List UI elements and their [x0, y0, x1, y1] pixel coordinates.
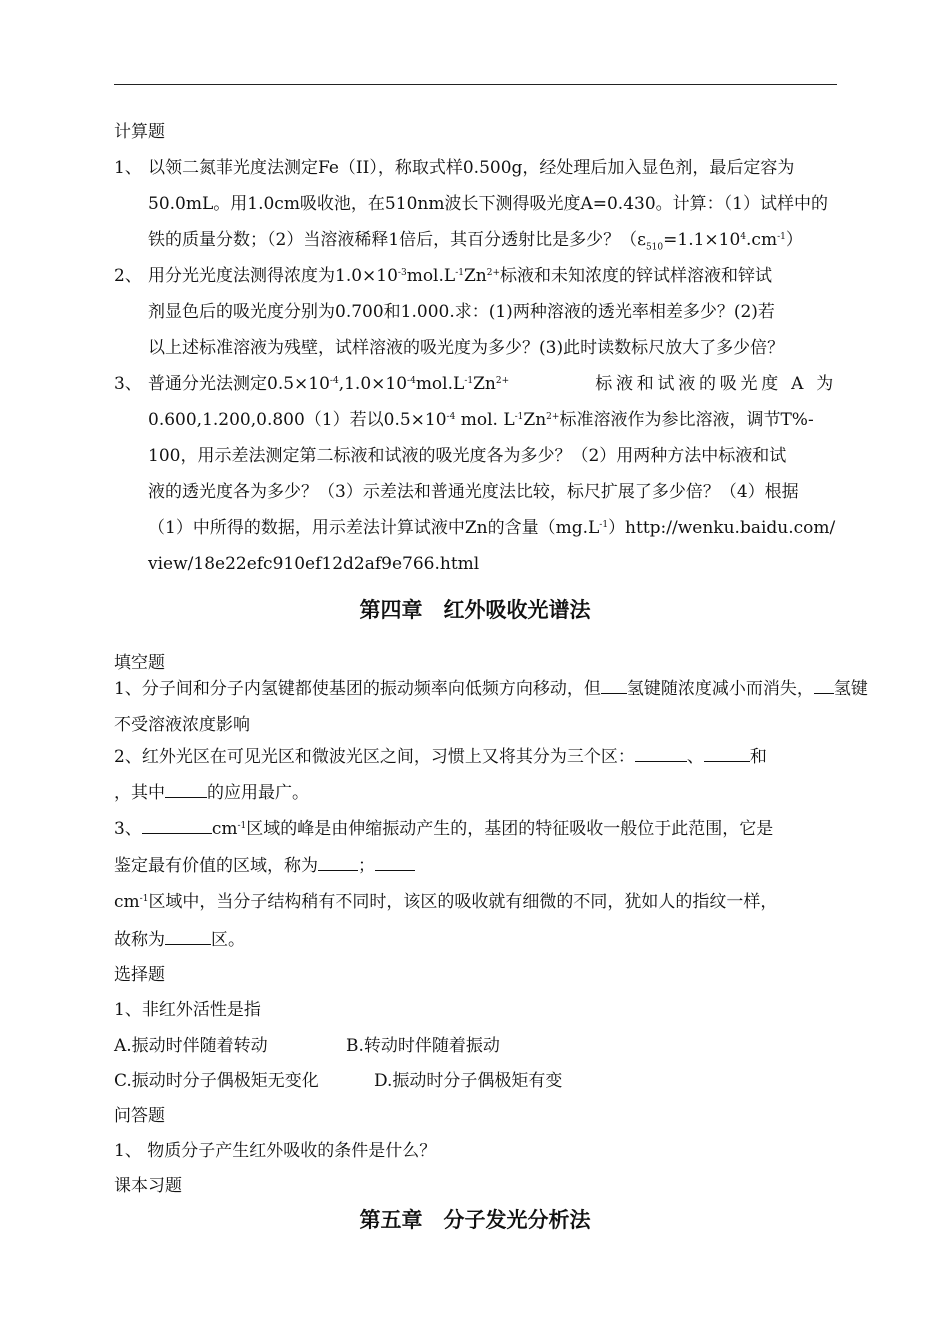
question-number: 1、	[114, 158, 142, 178]
option-d: D.振动时分子偶极矩有变	[374, 1071, 563, 1091]
question-line: 液的透光度各为多少？（3）示差法和普通光度法比较，标尺扩展了多少倍？（4）根据	[148, 482, 799, 502]
chapter4-title: 第四章 红外吸收光谱法	[359, 598, 591, 622]
fill-question-2-cont: ，其中 的应用最广。	[114, 783, 309, 803]
calc-question-2	[114, 258, 837, 366]
fill-question-3: 3、 $cm^{-1}$区域的峰是由伸缩振动产生的，基团的特征吸收一般位于此范围，它是	[114, 819, 774, 839]
fill-heading: 填空题	[114, 653, 165, 673]
question-line: 用分光光度法测得浓度为$1.0\times 10^{-3}mol.L^{-1}Zn^{2+}$标液和未知浓度的锌试样溶液和锌试	[148, 266, 773, 286]
calc-question-3	[114, 366, 837, 582]
question-line: （1）中所得的数据，用示差法计算试液中Zn的含量$(mg.L^{-1})http://wenku.baidu.com/$	[148, 518, 836, 538]
fill-question-2: 2、红外光区在可见光区和微波光区之间，习惯上又将其分为三个区： 、 和	[114, 747, 767, 767]
question-line: 以领二氮菲光度法测定Fe（II），称取式样0.500g，经处理后加入显色剂，最后定容为	[148, 158, 795, 178]
source-link[interactable]: ）http://wenku.baidu.com/	[608, 518, 836, 538]
question-line: 100，用示差法测定第二标液和试液的吸光度各为多少？（2）用两种方法中标液和试	[148, 446, 787, 466]
fill-question-1-cont: 不受溶液浓度影响	[114, 715, 250, 735]
source-link-cont[interactable]: view/18e22efc910ef12d2af9e766.html	[148, 554, 480, 574]
question-number: 2、	[114, 266, 142, 286]
header-rule	[114, 84, 837, 85]
choice-question-1: 1、非红外活性是指	[114, 1000, 261, 1020]
question-line: 以上述标准溶液为残壁，试样溶液的吸光度为多少？(3)此时读数标尺放大了多少倍？	[148, 338, 785, 358]
choice-options-row2	[114, 1066, 837, 1091]
option-b: B.转动时伴随着振动	[346, 1036, 500, 1056]
qa-question-1: 1、 物质分子产生红外吸收的条件是什么？	[114, 1141, 437, 1161]
textbook-exercises: 课本习题	[114, 1176, 182, 1196]
choice-heading: 选择题	[114, 965, 165, 985]
fill-question-3-cont2: $cm^{-1}$区域中，当分子结构稍有不同时，该区的吸收就有细微的不同，犹如人的指纹一样，	[114, 892, 778, 912]
question-number: 3、	[114, 374, 142, 394]
fill-question-1: 1、分子间和分子内氢键都使基团的振动频率向低频方向移动，但 氢键随浓度减小而消失， 氢键	[114, 679, 868, 699]
question-line: 50.0mL。用1.0cm吸收池，在510nm波长下测得吸光度A=0.430。计算：（1）试样中的	[148, 194, 828, 214]
chapter5-title: 第五章 分子发光分析法	[359, 1208, 591, 1232]
calc-section	[114, 114, 837, 582]
calc-question-1	[114, 150, 837, 258]
question-line: 普通分光法测定0.5×10 $^{-4},1.0\times 10^{-4}mol.L^{-1}Zn^{2+}$ 标液和试液的吸光度 A 为	[148, 374, 837, 394]
option-c: C.振动时分子偶极矩无变化	[114, 1071, 319, 1091]
qa-heading: 问答题	[114, 1106, 165, 1126]
question-line: 剂显色后的吸光度分别为0.700和1.000.求：(1)两种溶液的透光率相差多少？(2)若	[148, 302, 775, 322]
option-a: A.振动时伴随着转动	[114, 1036, 268, 1056]
choice-options-row1	[114, 1031, 837, 1056]
question-line: 铁的质量分数；（2）当溶液稀释1倍后，其百分透射比是多少？$(\varepsilon_{510}=1.1\times 10^4.cm^{-1})$	[148, 230, 803, 253]
fill-question-3-cont: 鉴定最有价值的区域，称为 ；	[114, 851, 837, 876]
calc-heading: 计算题	[114, 122, 165, 142]
fill-question-3-cont3: 故称为 区。	[114, 930, 245, 950]
question-line: 0.600,1.200,0.800（1）若以$0.5\times 10^{-4}$ mol. $L^{-1}Zn^{2+}$标准溶液作为参比溶液，调节T%-	[148, 410, 814, 430]
